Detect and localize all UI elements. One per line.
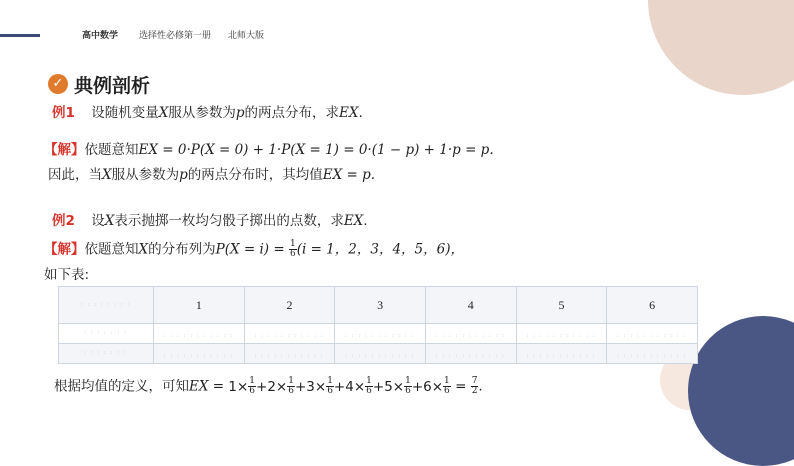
- table-row-values: [59, 287, 698, 324]
- header-accent-bar: [0, 34, 40, 37]
- example1-label: 例1: [52, 105, 75, 121]
- decorative-circle-navy: [688, 316, 794, 466]
- table-row-faint: : : : : : : : : : : : : : : : : : : : : : : : : : : : : : : : : : : : : : : : : : : : : : : : : : : : : : : : : : : : : : : : : : : : : : : : : :: [59, 344, 698, 364]
- example1-conclusion: 因此，当X服从参数为p的两点分布时，其均值EX = p.: [48, 167, 376, 183]
- table-cell: 5: [516, 287, 607, 324]
- times-sign: ×: [314, 378, 327, 395]
- term-coefficient: 6: [423, 378, 432, 395]
- term-coefficient: 4: [345, 378, 354, 395]
- times-sign: ×: [275, 378, 288, 395]
- decorative-circle-top: [648, 0, 794, 95]
- plus-sign: +: [256, 378, 268, 395]
- term-coefficient: 1: [228, 378, 237, 395]
- header-publisher: 北师大版: [228, 30, 265, 40]
- plus-sign: +: [411, 378, 424, 395]
- example2-solution: 【解】依题意知X的分布列为P(X = i) = $\frac{1}{6}$ (i = 1，2，3，4，5，6)，: [44, 239, 464, 259]
- example1-question: 例1 设随机变量X服从参数为p的两点分布，求EX.: [52, 105, 363, 121]
- table-header-cell: : : : : : : : :: [59, 287, 154, 324]
- table-row-faint: : : : : : : : : : : : : : : : : : : : : : : : : : : : : : : : : : : : : : : : : : : : : : : : : : : : : : : : : : : : : : : : : : : : : : : : : :: [59, 324, 698, 344]
- term-coefficient: 5: [384, 378, 393, 395]
- fraction-one-sixth: $\frac{1}{6}$: [327, 376, 333, 396]
- fraction-seven-halves: $\frac{7}{2}$: [471, 376, 478, 396]
- table-cell: 2: [244, 287, 335, 324]
- example2-solution-label: 【解】: [44, 241, 85, 258]
- fraction-one-sixth: $\frac{1}{6}$: [288, 376, 294, 396]
- distribution-table: [58, 286, 698, 364]
- times-sign: ×: [353, 378, 366, 395]
- fraction-one-sixth: $\frac{1}{6}$: [289, 239, 296, 259]
- plus-sign: +: [333, 378, 346, 395]
- fraction-one-sixth: $\frac{1}{6}$: [405, 376, 411, 396]
- times-sign: ×: [431, 378, 444, 395]
- final-conclusion: 根据均值的定义，可知EX = 1× $\frac{1}{6}$ +2× $\frac{1}{6}$ +3× $\frac{1}{6}$ +4× $\frac{1}{6}$ +5× $\frac{1}{6}$ +6× $\frac{1}{6}$ = $\frac{7}{2}$ .: [54, 376, 483, 396]
- table-intro: 如下表:: [44, 267, 90, 283]
- fraction-one-sixth: $\frac{1}{6}$: [444, 376, 450, 396]
- fraction-one-sixth: $\frac{1}{6}$: [366, 376, 372, 396]
- term-coefficient: 2: [267, 378, 276, 395]
- example1-solution-label: 【解】: [44, 142, 85, 158]
- example2-question: 例2 设X表示抛掷一枚均匀骰子掷出的点数，求EX.: [52, 213, 368, 229]
- header-subject: 高中数学: [82, 30, 119, 40]
- example2-label: 例2: [52, 213, 75, 229]
- section-title: 典例剖析: [74, 75, 151, 97]
- term-coefficient: 3: [306, 378, 315, 395]
- times-sign: ×: [392, 378, 405, 395]
- table-cell: 4: [425, 287, 516, 324]
- fraction-one-sixth: $\frac{1}{6}$: [249, 376, 256, 396]
- table-cell: 3: [335, 287, 426, 324]
- example1-formula: EX = 0·P(X = 0) + 1·P(X = 1) = 0·(1 − p) + 1·p = p.: [138, 142, 494, 158]
- table-cell: 1: [154, 287, 245, 324]
- plus-sign: +: [294, 378, 307, 395]
- example1-solution: 【解】依题意知EX = 0·P(X = 0) + 1·P(X = 1) = 0·(1 − p) + 1·p = p.: [44, 142, 494, 158]
- table-cell: 6: [607, 287, 698, 324]
- times-sign: ×: [236, 378, 249, 395]
- plus-sign: +: [372, 378, 385, 395]
- header-book: 选择性必修第一册: [139, 30, 212, 40]
- check-circle-icon: ✓: [48, 74, 68, 94]
